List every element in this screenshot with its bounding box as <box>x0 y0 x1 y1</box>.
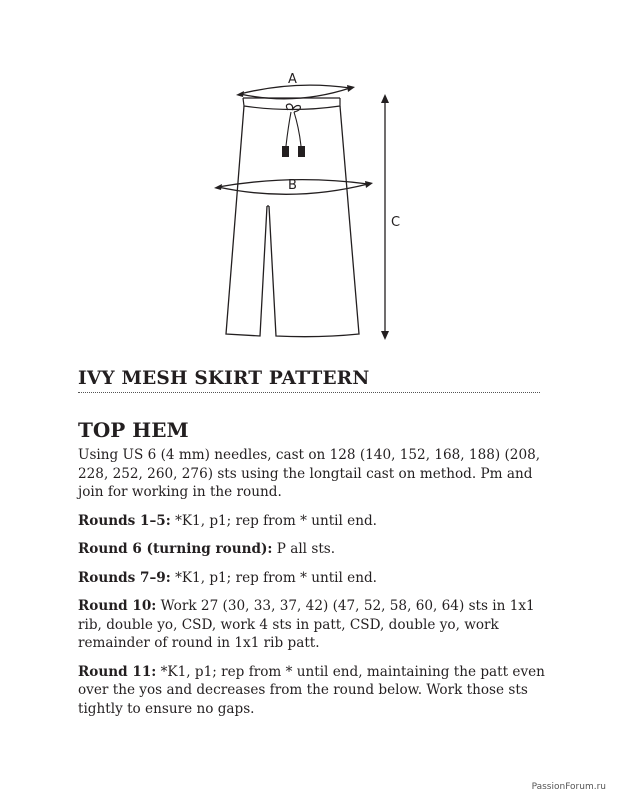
intro-paragraph: Using US 6 (4 mm) needles, cast on 128 (140, 152, 168, 188) (208, 228, 252, 260, 276) sts using the longtail cast on method. Pm and join for working in the round. <box>78 447 541 500</box>
measure-b-label: B <box>288 178 297 193</box>
round-text: Work 27 (30, 33, 37, 42) (47, 52, 58, 60, 64) sts in 1x1 rib, double yo, CSD, work 4 sts in patt, CSD, double yo, work remainder of round in 1x1 rib patt. <box>78 598 535 651</box>
measure-a-arc-bottom <box>240 88 350 99</box>
drawstring-right <box>294 112 301 146</box>
round-instruction <box>78 597 548 653</box>
round-text: *K1, p1; rep from * until end. <box>170 512 378 529</box>
round-label: Round 10: <box>78 598 157 614</box>
measure-a-label: A <box>288 72 297 87</box>
drawstring-left <box>286 112 291 146</box>
round-instruction <box>78 540 548 559</box>
measure-a-arrowhead-left <box>236 91 244 97</box>
waistband <box>243 98 340 110</box>
round-instruction <box>78 569 548 588</box>
round-text: *K1, p1; rep from * until end, maintaining the patt even over the yos and decreases from the round below. Work those sts tightly to ensure no gaps. <box>78 663 545 717</box>
skirt-left-panel <box>226 106 267 336</box>
measure-c-arrowhead-top <box>381 94 389 103</box>
tassel-right <box>298 146 305 157</box>
round-label: Rounds 1–5: <box>78 512 171 529</box>
drawstring-bow <box>286 104 300 112</box>
round-label: Round 11: <box>78 663 157 680</box>
round-instruction <box>78 512 548 531</box>
round-text: *K1, p1; rep from * until end. <box>170 569 378 586</box>
skirt-right-panel <box>269 106 359 337</box>
pattern-title: IVY MESH SKIRT PATTERN <box>78 368 370 389</box>
measure-c-arrowhead-bottom <box>381 331 389 340</box>
round-instruction <box>78 663 548 719</box>
measure-c-label: C <box>391 215 401 230</box>
title-divider <box>78 392 540 393</box>
skirt-schematic-drawing <box>200 66 420 346</box>
measure-a-arrowhead-right <box>347 85 355 92</box>
round-text: P all sts. <box>272 541 336 557</box>
measure-b-arrowhead-right <box>365 181 373 188</box>
measure-b-arrowhead-left <box>214 184 222 190</box>
section-title: TOP HEM <box>78 418 189 442</box>
tassel-left <box>282 146 289 157</box>
round-label: Round 6 (turning round): <box>78 541 273 557</box>
instructions <box>78 446 548 728</box>
watermark: PassionForum.ru <box>531 782 606 792</box>
skirt-schematic <box>200 66 420 346</box>
round-label: Rounds 7–9: <box>78 569 171 586</box>
